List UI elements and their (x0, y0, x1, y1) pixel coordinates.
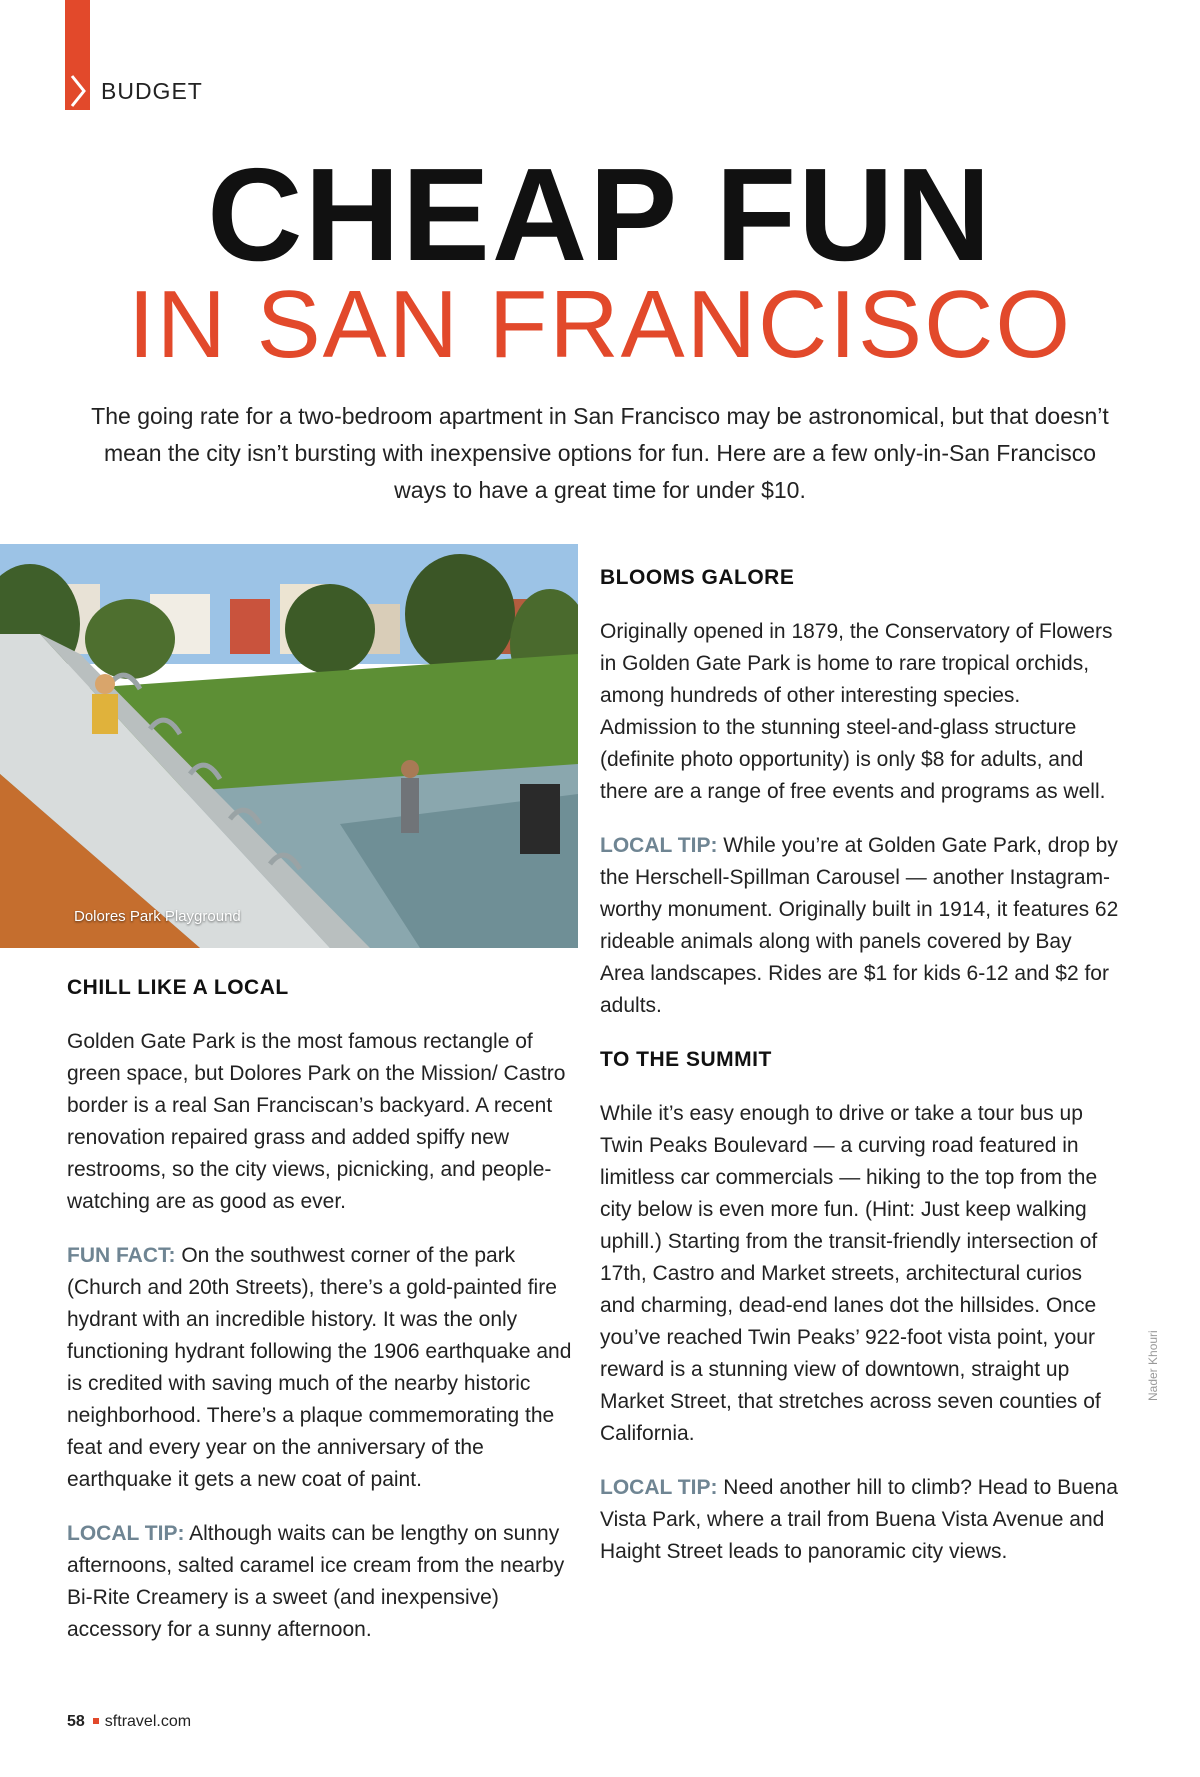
local-tip-paragraph (600, 1472, 1120, 1568)
local-tip-text: Although waits can be lengthy on sunny afternoons, salted caramel ice cream from the nearby Bi-Rite Creamery is a sweet (and inexpensive) accessory for a sunny afternoon. (67, 1522, 565, 1641)
local-tip-label: LOCAL TIP: (600, 834, 718, 857)
right-column (600, 562, 1120, 1590)
local-tip-text: Need another hill to climb? Head to Buena Vista Park, where a trail from Buena Vista Avenue and Haight Street leads to panoramic city views. (600, 1476, 1118, 1563)
fun-fact-paragraph (67, 1240, 577, 1496)
local-tip-paragraph (600, 830, 1120, 1022)
page-footer (67, 1713, 191, 1731)
section-tab (65, 0, 90, 110)
section-label: BUDGET (101, 78, 203, 104)
body-paragraph: Golden Gate Park is the most famous rectangle of green space, but Dolores Park on the Mission/ Castro border is a real San Franciscan’s backyard. A recent renovation repaired grass and added spiffy new restrooms, so the city views, picnicking, and people-watching are as good as ever. (67, 1030, 566, 1213)
page-number: 58 (67, 1713, 85, 1730)
fun-fact-text: On the southwest corner of the park (Church and 20th Streets), there’s a gold-painted fire hydrant with an incredible history. It was the only functioning hydrant following the 1906 earthquake and is credited with saving much of the nearby historic neighborhood. There’s a plaque commemorating the feat and every year on the anniversary of the earthquake it gets a new coat of paint. (67, 1244, 572, 1491)
headline-main: CHEAP FUN (207, 141, 993, 288)
local-tip-text: While you’re at Golden Gate Park, drop by the Herschell-Spillman Carousel — another Instagram-worthy monument. Originally built in 1914, it features 62 rideable animals along with panels covered by Bay Area landscapes. Rides are $1 for kids 6-12 and $2 for adults. (600, 834, 1119, 1017)
left-column (67, 972, 577, 1668)
bullet-square-icon (93, 1718, 99, 1724)
photo-credit-text: Nader Khouri (1146, 1330, 1160, 1401)
intro-paragraph: The going rate for a two-bedroom apartment in San Francisco may be astronomical, but that doesn’t mean the city isn’t bursting with inexpensive options for fun. Here are a few only-in-San Francisco ways to have a great time for under $10. (91, 403, 1109, 503)
section-heading-blooms: BLOOMS GALORE (600, 566, 795, 589)
local-tip-label: LOCAL TIP: (600, 1476, 718, 1499)
photo-caption: Dolores Park Playground (74, 908, 241, 925)
park-photo (0, 544, 578, 948)
section-heading-summit: TO THE SUMMIT (600, 1048, 772, 1071)
body-paragraph: While it’s easy enough to drive or take a tour bus up Twin Peaks Boulevard — a curving road featured in limitless car commercials — hiking to the top from the city below is even more fun. (Hint: Just keep walking uphill.) Starting from the transit-friendly intersection of 17th, Castro and Market streets, architectural curios and charming, dead-end lanes dot the hillsides. Once you’ve reached Twin Peaks’ 922-foot vista point, your reward is a stunning view of downtown, straight up Market Street, that stretches across seven counties of California. (600, 1102, 1101, 1445)
footer-site: sftravel.com (104, 1713, 192, 1730)
section-heading-chill: CHILL LIKE A LOCAL (67, 976, 289, 999)
photo-credit (1140, 1323, 1158, 1405)
headline-sub: IN SAN FRANCISCO (127, 271, 1073, 378)
local-tip-label: LOCAL TIP: (67, 1522, 185, 1545)
fun-fact-label: FUN FACT: (67, 1244, 176, 1267)
chevron-right-icon (69, 74, 87, 108)
local-tip-paragraph (67, 1518, 577, 1646)
body-paragraph: Originally opened in 1879, the Conservatory of Flowers in Golden Gate Park is home to rare tropical orchids, among hundreds of other interesting species. Admission to the stunning steel-and-glass structure (definite photo opportunity) is only $8 for adults, and there are a range of free events and programs as well. (600, 620, 1113, 803)
